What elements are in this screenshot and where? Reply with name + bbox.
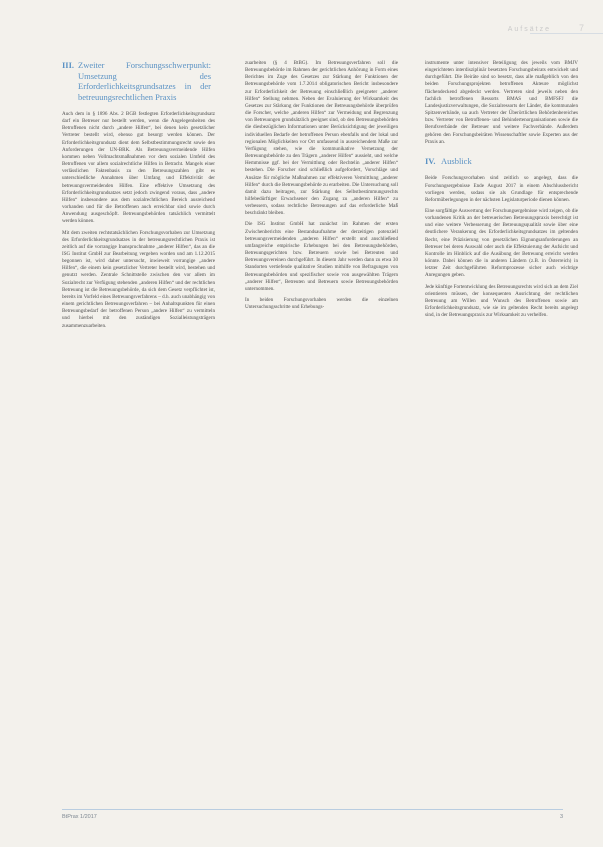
paragraph: instrumente unter intensiver Beteiligung des jeweils vom BMJV eingerichteten interdisziplinär besetzten Forschungsbeirats entwickelt und durchgeführt. Die Beiräte sind so besetzt, dass alle maßgeblich von den beiden Forschungsprojekten betroffenen Akteure möglichst flächendeckend abgedeckt werden. Vertreten sind jeweils neben den fachlich betroffenen Ressorts BMAS und BMFSFJ die Landesjustizverwaltungen, die Sozialressorts der Länder, die kommunalen Spitzenverbände, ua auch Vertreter der Überörtlichen Behördenbereiches bzw. Vertreter von Betroffenen- und Behindertenorganisationen sowie die Berufsverbände der Betreuer und weitere Fachverbände. Außerdem gehören den Forschungsbeiräten Wissenschaftler sowie Experten aus der Praxis an. [425,60,578,145]
section-number: III. [62,60,75,70]
page-number: 3 [559,814,563,820]
section-title: Ausblick [441,155,472,166]
section-label: Aufsätze [507,26,551,33]
paragraph: Mit dem zweiten rechtstatsächlichen Forschungsvorhaben zur Umsetzung des Erforderlichkeitsgrundsatzes in der betreuungsrechtlichen Praxis ist zeitlich auf die vorrangige Inanspruchnahme „anderer Hilfen“, das an die ISG Institut GmbH zur Bearbeitung vergeben worden und am 1.12.2015 begonnen ist, wird daher untersucht, inwieweit vorrangige „andere Hilfen“, die einem kein gesetzlicher Vertreter bestellt wird, bestehen und genutzt werden. Zentrale Schnittstelle zwischen den vor allem im Sozialrecht zur Verfügung stehenden „anderen Hilfen“ und der rechtlichen Betreuung ist die Betreuungsbehörde, da sich dem Gesetz verpflichtet ist, bereits im Vorfeld eines Betreuungsverfahrens – d.h. auch unabhängig von einem gerichtlichen Betreuungsverfahren – bei Anhaltspunkten für einen Betreuungsbedarf der betroffenen Person „andere Hilfen“ zu vermitteln und hierbei mit den zuständigen Sozialleistungsträgern zusammenzuarbeiten. [62,229,215,329]
footer-rule [62,809,563,810]
paragraph: Die ISG Institut GmbH hat zunächst im Rahmen der ersten Zwischenberichts eine Bestandsaufnahme der derzeitigen potenziell betreuungsvermeidenden „anderen Hilfen“ erstellt und anschließend umfangreiche empirische Erhebungen bei den Betreuungsbehörden, Betreuungsgerichten bzw. Betreuern sowie bei Betreuten und Betreuungsvereinen durchgeführt. In diesem Jahr werden dann zu etwa 30 Standorten vertiefende qualitative Studien mithilfe von Befragungen von Betreuungsbehörden und spezifischer sowie von ausgewählten Trägern „anderer Hilfen“, Betreuten und Betreuern sowie Betreuungsbehörden unternommen. [245,221,398,292]
column-middle [245,60,398,315]
journal-issue: BtPrax 1/2017 [62,814,97,820]
section-heading-iv [425,156,578,167]
section-heading-iii [62,60,215,102]
section-title: Zweiter Forschungsschwerpunkt: Umsetzung des Erforderlichkeitsgrundsatzes in der betreuungsrechtlichen Praxis [78,60,211,102]
column-right [425,60,578,323]
paragraph: Jede künftige Fortentwicklung des Betreuungsrechts wird sich an dem Ziel orientieren müssen, der konsequenten Ausrichtung der rechtlichen Betreuung am Willen und Wunsch des Betroffenen sowie am Erforderlichkeitsgrundsatz, wie sie im geltenden Recht bereits angelegt sind, in der Betreuungspraxis zur Wirksamkeit zu verhelfen. [425,283,578,319]
corner-mark: 7 [578,23,584,33]
column-left [62,60,215,334]
section-number: IV. [425,155,436,166]
paragraph: Auch dem in § 1896 Abs. 2 BGB festlegten Erforderlichkeitsgrundsatz darf ein Betreuer nur bestellt werden, wenn die Angelegenheiten des Betroffenen nicht durch „andere Hilfen“, bei denen kein gesetzlicher Vertreter bestellt wird, ebenso gut besorgt werden können. Der Erforderlichkeitsgrundsatz dient dem Selbstbestimmungsrecht sowie den Anforderungen der UN-BRK. Als Betreuungsvermeidende Hilfen kommen neben Vollmachtsmaßnahmen vor dem sozialen Umfeld des Betroffenen vor allem sozialrechtliche Hilfen in Betracht. Mangels einer verlässlichen Faktenbasis zu den Betreuungszahlen gibt es unterschiedliche Annahmen über Umfang und Effektivität der betreuungsvermeidenden Hilfen. Eine effektive Umsetzung des Erforderlichkeitsgrundsatzes setzt jedoch zwingend voraus, dass „andere Hilfen“ insbesondere aus dem sozialrechtlichen Bereich ausreichend vorhanden und für die Betroffenen auch erreichbar sind sowie durch Anwendung ausgeschöpft. Betreuungsbehörden tatsächlich vermittelt werden können. [62,111,215,225]
paragraph: Eine sorgfältige Auswertung der Forschungsergebnisse wird zeigen, ob die vorhandenen Kritik an der betreuerischen Betreuungspraxis berechtigt ist und eine weitere Verbesserung der Betreuungsqualität sowie über eine deutlichere Verankerung des Erforderlichkeitsgrundsatzes im geltenden Recht, eine Präzisierung von gesetzlichen Eignungsanforderungen an Betreuer bei deren Auswahl oder auch die Effektuierung der Aufsicht und Kontrolle im Hinblick auf die Ausübung der Betreuung erreicht werden könnte. Dabei können die in anderen Ländern (z.B. in Österreich) in letzter Zeit durchgeführten Reformprozesse sicher auch wichtige Anregungen geben. [425,208,578,279]
paragraph: In beiden Forschungsvorhaben werden die einzelnen Untersuchungsschritte und Erhebungs- [245,297,398,311]
header-rule [530,33,603,34]
paragraph: zuarbeiten (§ 4 BtBG). Im Betreuungsverfahren soll die Betreuungsbehörde im Rahmen der gerichtlichen Anhörung in Form eines Berichtes im Zuge des Gesetzes zur Stärkung der Funktionen der Betreuungsbehörde vom 1.7.2014 obligatorischen Bericht insbesondere zur Erforderlichkeit der Betreuung einschließlich geeigneter „anderer Hilfen“ Stellung nehmen. Neben der Evaluierung der Wirksamkeit des Gesetzes zur Stärkung der Funktionen der Betreuungsbehörde überprüfen die Forscher, welche „anderen Hilfen“ zur Vermeidung und Begrenzung von Betreuungen grundsätzlich geeignet sind, ob den Betreuungsbehörden die diesbezüglichen Informationen unter Berücksichtigung der jeweiligen individuellen Bedarfe der betroffenen Person ebenfalls und der lokal und regionalen Möglichkeiten vor Ort umfassend in ausreichendem Maße zur Verfügung stehen, wie die kommunikative Vernetzung der Betreuungsbehörde zu den Trägern „anderer Hilfen“ aussieht, und welche Hemmnisse ggf. bei der Vermittlung oder Rechtelin „anderer Hilfen“ bestehen. Die Forscher sind schließlich aufgefordert, Vorschläge und Ansätze für mögliche Maßnahmen zur effektiveren Vermittlung „anderer Hilfen“ durch die Betreuungsbehörde zu erarbeiten. Die Untersuchung soll damit dazu beitragen, zur Stärkung des Selbstbestimmungsrechts hilfebedürftiger Erwachsener den Zugang zu „anderen Hilfen“ zu verbessern, sodass rechtliche Betreuungen auf das erforderliche Maß beschränkt bleiben. [245,60,398,217]
paragraph: Beide Forschungsvorhaben sind zeitlich so angelegt, dass die Forschungsergebnisse Ende August 2017 in einem Abschlussbericht vorliegen werden, sodass sie als Grundlage für entsprechende Reformüberlegungen in der nächsten Legislaturperiode dienen können. [425,175,578,203]
